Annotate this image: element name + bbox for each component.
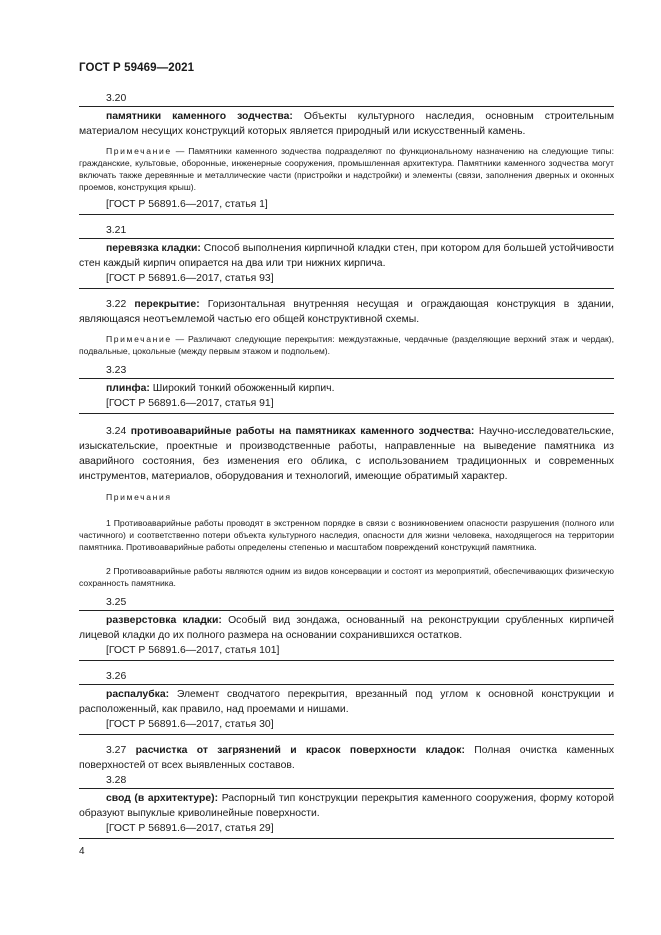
term-number: 3.20	[106, 93, 127, 104]
terms-section	[79, 91, 614, 839]
term-definition	[79, 791, 614, 821]
term-source: [ГОСТ Р 56891.6—2017, статья 93]	[106, 273, 274, 284]
term-box-3-26	[79, 684, 614, 735]
term-number: 3.22	[106, 299, 127, 310]
term-number: 3.21	[106, 225, 127, 236]
term-text: Научно-исследовательские, изыскательские, проектные и производственные работы, направленные на выведение памятника из аварийного состояния, без изменения его облика, с использованием традиционных и современных инструментов, материалов, оборудования и технологий, имеющие обратимый характер.	[79, 426, 614, 482]
term-name: распалубка:	[106, 689, 170, 700]
term-definition	[79, 381, 614, 396]
term-text: Способ выполнения кирпичной кладки стен, при котором для большей устойчивости стен каждый кирпич опирается на два или три нижних кирпича.	[79, 243, 614, 269]
term-box-3-28	[79, 788, 614, 839]
term-note-1: 1 Противоаварийные работы проводят в экстренном порядке в связи с возникновением опасности разрушения (полного или частичного) и соответственно потери объекта культурного наследия, опасности для жизни человека, находящегося на территории памятника. Противоаварийные работы определены степенью и масштабом повреждений конструкций памятника.	[79, 518, 614, 552]
term-text: Элемент сводчатого перекрытия, врезанный под углом к основной конструкции и расположенный, как правило, над проемами и нишами.	[79, 689, 614, 715]
term-name: разверстовка кладки:	[106, 615, 222, 626]
term-text: Особый вид зондажа, основанный на реконструкции срубленных кирпичей лицевой кладки до их полного размера на основании сохранившихся остатков.	[79, 615, 614, 641]
term-definition	[79, 613, 614, 643]
term-name: противоаварийные работы на памятниках каменного зодчества:	[130, 426, 475, 437]
term-source: [ГОСТ Р 56891.6—2017, статья 29]	[106, 823, 274, 834]
note-label: Примечание	[106, 334, 172, 344]
term-text: Полная очистка каменных поверхностей от всех выявленных составов.	[79, 745, 615, 771]
term-text: Широкий тонкий обожженный кирпич.	[149, 383, 335, 394]
term-number: 3.25	[106, 597, 127, 608]
term-name: плинфа:	[106, 383, 150, 394]
term-box-3-25	[79, 610, 614, 661]
term-note-2: 2 Противоаварийные работы являются одним из видов консервации и состоят из мероприятий, обеспечивающих физическую сохранность памятника.	[79, 566, 614, 588]
note-label: Примечание	[106, 146, 172, 156]
note-text: — Различают следующие перекрытия: междуэтажные, чердачные (разделяющие верхний этаж и чердак), подвальные, цокольные (между первым этажом и подпольем).	[79, 334, 614, 356]
term-number: 3.26	[106, 671, 127, 682]
term-number: 3.28	[106, 775, 127, 786]
term-definition	[79, 109, 614, 139]
term-definition	[79, 241, 614, 271]
note-text: — Памятники каменного зодчества подразделяют по функциональному назначению на следующие типы: гражданские, культовые, оборонные, инженерные сооружения, промышленная архитектура. Памятники каменного зодчества могут включать также деревянные и металлические части (пристройки и надстройки) и элементы (связи, заполнения дверных и оконных проемов, конструкция крыш).	[79, 146, 614, 192]
term-number: 3.27	[106, 745, 127, 756]
term-number: 3.24	[106, 426, 127, 437]
term-name: расчистка от загрязнений и красок поверхности кладок:	[135, 745, 465, 756]
notes-heading: Примечания	[106, 492, 172, 502]
term-text: Объекты культурного наследия, основным строительным материалом несущих конструкций которых является природный или искусственный камень.	[79, 111, 614, 137]
term-name: перекрытие:	[134, 299, 200, 310]
term-name: свод (в архитектуре):	[106, 793, 219, 804]
term-note	[79, 333, 614, 357]
term-source: [ГОСТ Р 56891.6—2017, статья 30]	[106, 719, 274, 730]
term-source: [ГОСТ Р 56891.6—2017, статья 91]	[106, 398, 274, 409]
term-source: [ГОСТ Р 56891.6—2017, статья 101]	[106, 645, 280, 656]
term-box-3-23	[79, 378, 614, 414]
term-name: перевязка кладки:	[106, 243, 201, 254]
term-definition-3-27	[79, 743, 614, 773]
document-standard-title: ГОСТ Р 59469—2021	[79, 62, 195, 74]
term-definition	[79, 687, 614, 717]
page-number: 4	[79, 846, 85, 857]
term-number: 3.23	[106, 365, 127, 376]
term-name: памятники каменного зодчества:	[106, 111, 293, 122]
term-definition-3-24	[79, 424, 614, 484]
term-box-3-20	[79, 106, 614, 215]
term-source: [ГОСТ Р 56891.6—2017, статья 1]	[106, 199, 268, 210]
term-definition-3-22	[79, 297, 614, 327]
term-box-3-21	[79, 238, 614, 289]
term-note	[79, 145, 614, 193]
term-text: Горизонтальная внутренняя несущая и ограждающая конструкция в здании, являющаяся неотъемлемой частью его общей конструктивной схемы.	[79, 299, 614, 325]
term-text: Распорный тип конструкции перекрытия каменного сооружения, форму которой образуют выпуклые криволинейные поверхности.	[79, 793, 614, 819]
